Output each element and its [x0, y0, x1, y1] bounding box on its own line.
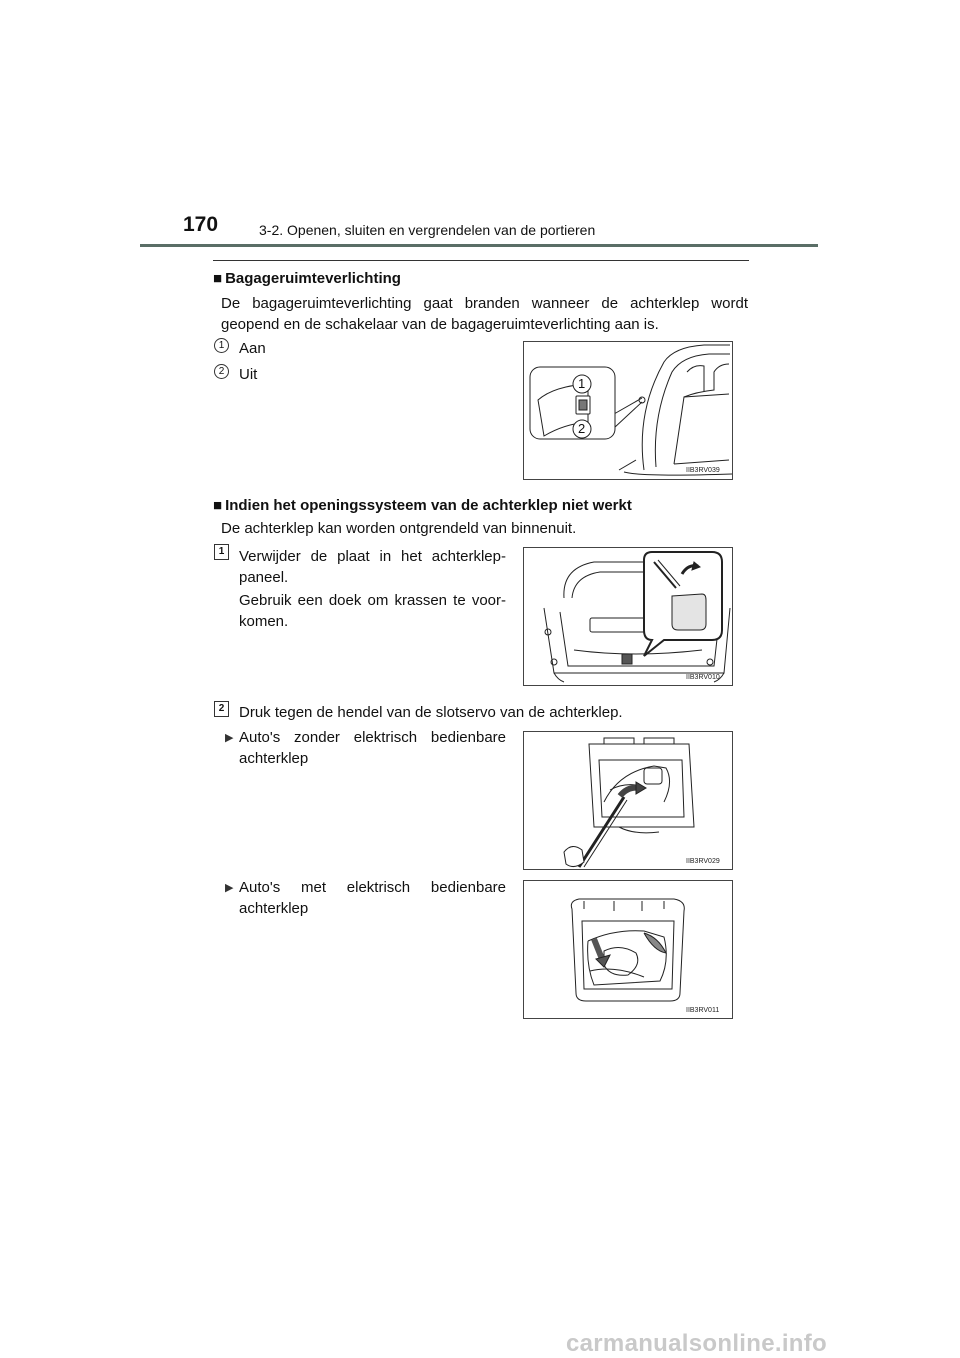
header-divider — [140, 244, 818, 247]
item-label-aan: Aan — [239, 340, 266, 357]
callout-1: 1 — [578, 376, 586, 391]
section-heading-emergency-release — [213, 497, 632, 514]
figure-luggage-light-switch — [523, 341, 733, 480]
heading-text: Indien het openingssysteem van de achterklep niet werkt — [225, 497, 632, 514]
figure-code: IIB3RV039 — [686, 467, 720, 474]
step-number-2: 2 — [214, 701, 229, 717]
section-title: 3-2. Openen, sluiten en vergrendelen van de portieren — [259, 222, 596, 238]
step-note-line: komen. — [239, 613, 289, 630]
paragraph-line: De bagageruimteverlichting gaat branden wanneer de achterklep wordt — [221, 295, 748, 312]
variant-text-line: achterklep — [239, 900, 309, 917]
square-bullet-icon: ■ — [213, 497, 223, 514]
figure-lock-lever-powered — [523, 880, 733, 1019]
callout-2: 2 — [578, 421, 586, 436]
content-divider — [213, 260, 749, 261]
item-label-uit: Uit — [239, 366, 258, 383]
triangle-right-icon: ▶ — [225, 732, 234, 744]
figure-lock-lever-manual — [523, 731, 733, 870]
watermark: carmanualsonline.info — [566, 1330, 828, 1357]
figure-tailgate-panel — [523, 547, 733, 686]
variant-text-line: Auto's zonder elektrisch bedienbare — [239, 729, 506, 746]
paragraph-line: geopend en de schakelaar van de bagageruimteverlichting aan is. — [221, 316, 659, 333]
figure-code: IIB3RV010 — [686, 674, 720, 681]
square-bullet-icon: ■ — [213, 270, 223, 287]
paragraph: De achterklep kan worden ontgrendeld van binnenuit. — [221, 520, 577, 537]
step-note-line: Gebruik een doek om krassen te voor- — [239, 592, 506, 609]
figure-code: IIB3RV011 — [686, 1007, 720, 1014]
variant-text-line: Auto's met elektrisch bedienbare — [239, 879, 506, 896]
variant-text-line: achterklep — [239, 750, 309, 767]
item-number-2: 2 — [214, 364, 229, 379]
figure-code: IIB3RV029 — [686, 858, 720, 865]
heading-text: Bagageruimteverlichting — [225, 270, 401, 287]
page-number: 170 — [183, 213, 219, 236]
step-text-line: paneel. — [239, 569, 289, 586]
step-text: Druk tegen de hendel van de slotservo van de achterklep. — [239, 704, 623, 721]
triangle-right-icon: ▶ — [225, 882, 234, 894]
step-number-1: 1 — [214, 544, 229, 560]
section-heading-luggage-light — [213, 270, 401, 287]
item-number-1: 1 — [214, 338, 229, 353]
step-text-line: Verwijder de plaat in het achterklep- — [239, 548, 506, 565]
